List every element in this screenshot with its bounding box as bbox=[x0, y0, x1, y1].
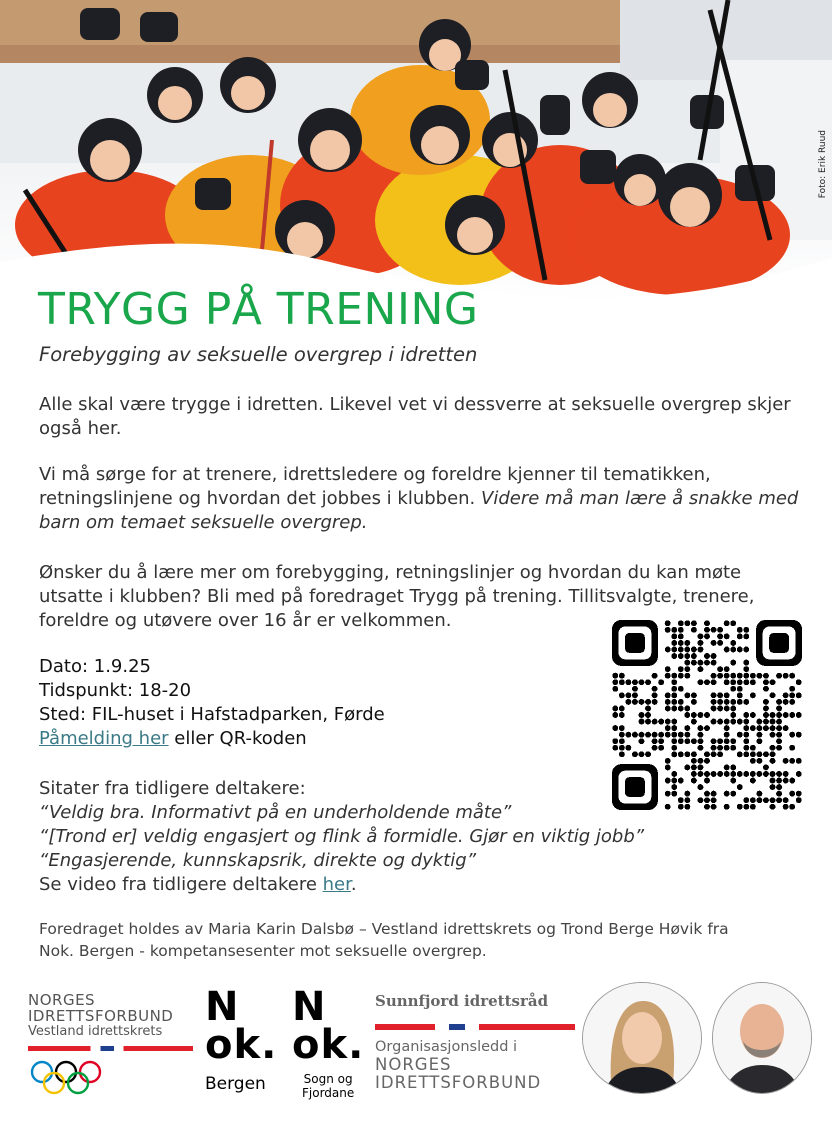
avatar-maria bbox=[582, 982, 702, 1094]
avatar-trond bbox=[712, 982, 812, 1094]
sif-name: Sunnfjord idrettsråd bbox=[375, 992, 549, 1010]
event-place: Sted: FIL-huset i Hafstadparken, Førde bbox=[39, 704, 385, 725]
hero-photo bbox=[0, 0, 832, 305]
portrait-man-icon bbox=[713, 983, 811, 1093]
sif-flag-stripe bbox=[375, 1024, 575, 1030]
hockey-team-illustration bbox=[0, 0, 832, 305]
portrait-woman-icon bbox=[583, 983, 701, 1093]
sif-org3: IDRETTSFORBUND bbox=[375, 1073, 542, 1092]
quote-item: “Engasjerende, kunnskapsrik, direkte og dyktig” bbox=[39, 850, 477, 871]
nok-bergen-logo bbox=[205, 984, 278, 1094]
video-end: . bbox=[350, 874, 357, 895]
nok-mark-top: N bbox=[292, 984, 327, 1030]
olympic-rings-icon bbox=[28, 1057, 108, 1097]
nok-region-line2: Fjordane bbox=[302, 1086, 355, 1100]
nif-flag-stripe bbox=[28, 1046, 193, 1051]
speaker-info: Foredraget holdes av Maria Karin Dalsbø – Vestland idrettskrets og Trond Berge Høvik fra Nok. Bergen - kompetansesenter mot seksuelle overgrep. bbox=[39, 920, 729, 960]
signup-rest: eller QR-koden bbox=[168, 728, 307, 749]
signup-line bbox=[39, 727, 385, 751]
nok-city: Bergen bbox=[205, 1074, 266, 1094]
paragraph-2-text: Vi må sørge for at trenere, idrettsledere og foreldre kjenner til tematikken, retningslinjene og hvordan det jobbes i klubben. bbox=[39, 464, 711, 509]
event-time: Tidspunkt: 18-20 bbox=[39, 680, 192, 701]
event-info bbox=[39, 655, 385, 751]
quotes-intro: Sitater fra tidligere deltakere: bbox=[39, 778, 306, 799]
logo-row bbox=[0, 980, 832, 1120]
nok-mark-bottom: ok. bbox=[205, 1022, 278, 1068]
nok-region-line1: Sogn og bbox=[303, 1072, 353, 1086]
nok-region bbox=[292, 1072, 364, 1100]
sunnfjord-idrettsrad-logo bbox=[375, 992, 575, 1092]
nif-line2: IDRETTSFORBUND bbox=[28, 1007, 174, 1025]
paragraph-3: Ønsker du å lære mer om forebygging, retningslinjer og hvordan du kan møte utsatte i klubben? Bli med på foredraget Trygg på trening. Tillitsvalgte, trenere, foreldre og utøvere over 16 år er velkommen. bbox=[39, 562, 755, 631]
nif-vestland-logo bbox=[28, 992, 193, 1101]
nok-sogn-fjordane-logo bbox=[292, 984, 365, 1100]
nif-line1: NORGES bbox=[28, 991, 96, 1009]
video-line bbox=[39, 873, 644, 897]
event-date: Dato: 1.9.25 bbox=[39, 656, 151, 677]
signup-link[interactable]: Påmelding her bbox=[39, 728, 169, 749]
sif-org1: Organisasjonsledd i bbox=[375, 1039, 518, 1055]
paragraph-2 bbox=[39, 463, 799, 535]
photo-credit: Foto: Erik Ruud bbox=[818, 130, 828, 199]
page-subtitle: Forebygging av seksuelle overgrep i idretten bbox=[39, 343, 478, 366]
nok-mark-bottom: ok. bbox=[292, 1022, 365, 1068]
page-title: TRYGG PÅ TRENING bbox=[38, 284, 479, 335]
sif-org2: NORGES bbox=[375, 1055, 452, 1074]
paragraph-2-italic: Videre må man lære å snakke med barn om temaet seksuelle overgrep. bbox=[39, 488, 799, 533]
video-text: Se video fra tidligere deltakere bbox=[39, 874, 323, 895]
quote-item: “[Trond er] veldig engasjert og flink å formidle. Gjør en viktig jobb” bbox=[39, 826, 645, 847]
quotes-block bbox=[39, 777, 644, 897]
quote-item: “Veldig bra. Informativt på en underholdende måte” bbox=[39, 802, 512, 823]
video-link[interactable]: her bbox=[322, 874, 351, 895]
nok-mark-top: N bbox=[205, 984, 240, 1030]
intro-paragraph: Alle skal være trygge i idretten. Likevel vet vi dessverre at seksuelle overgrep skjer også her. bbox=[39, 394, 791, 439]
nif-line3: Vestland idrettskrets bbox=[28, 1024, 163, 1039]
